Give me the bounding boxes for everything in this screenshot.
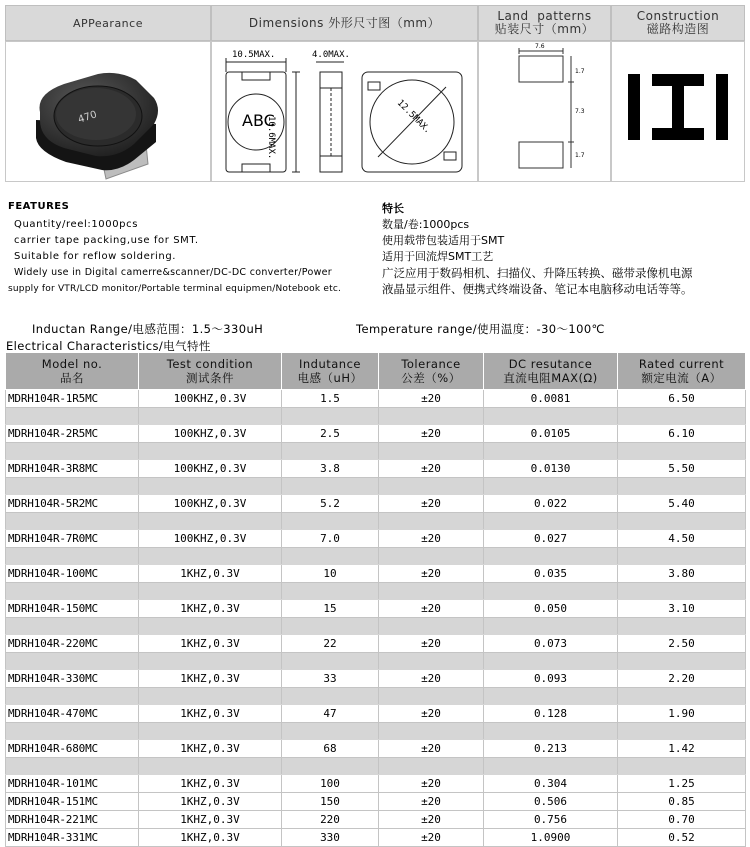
header-dimensions — [211, 5, 478, 41]
dc-resistance-cell: 0.093 — [484, 670, 618, 688]
table-row — [6, 740, 746, 758]
dc-resistance-cell: 0.035 — [484, 565, 618, 583]
header-appearance-label: APPearance — [73, 16, 143, 30]
spacer-cell — [379, 443, 484, 460]
test-condition-cell: 1KHZ,0.3V — [139, 829, 282, 847]
table-row — [6, 635, 746, 653]
model-cell: MDRH104R-101MC — [6, 775, 139, 793]
spacer-cell — [282, 513, 379, 530]
photo-part-marking: 470 — [76, 109, 99, 126]
test-condition-cell: 100KHZ,0.3V — [139, 425, 282, 443]
feature-line-2: carrier tape packing,use for SMT. — [14, 235, 199, 246]
model-cell: MDRH104R-7R0MC — [6, 530, 139, 548]
inductance-cell: 15 — [282, 600, 379, 618]
spacer-cell — [139, 583, 282, 600]
spacer-cell — [484, 688, 618, 705]
spacer-cell — [618, 583, 746, 600]
spec-image-row — [5, 41, 745, 182]
land-pattern-drawing — [479, 42, 612, 183]
dimensions-cell — [211, 41, 478, 182]
test-condition-cell: 100KHZ,0.3V — [139, 530, 282, 548]
col-model-en: Model no. — [41, 357, 103, 371]
land-pad2-label: 1.7 — [575, 152, 585, 159]
model-cell: MDRH104R-151MC — [6, 793, 139, 811]
col-rated-current — [618, 353, 746, 390]
table-spacer-row — [6, 513, 746, 530]
inductor-photo — [6, 42, 212, 183]
dc-resistance-cell: 0.213 — [484, 740, 618, 758]
rated-current-cell: 1.42 — [618, 740, 746, 758]
model-cell: MDRH104R-150MC — [6, 600, 139, 618]
tolerance-cell: ±20 — [379, 793, 484, 811]
table-spacer-row — [6, 443, 746, 460]
spacer-cell — [6, 723, 139, 740]
model-cell: MDRH104R-100MC — [6, 565, 139, 583]
test-condition-cell: 1KHZ,0.3V — [139, 635, 282, 653]
inductance-cell: 47 — [282, 705, 379, 723]
inductance-cell: 1.5 — [282, 390, 379, 408]
table-spacer-row — [6, 548, 746, 565]
spacer-cell — [6, 443, 139, 460]
table-spacer-row — [6, 583, 746, 600]
spacer-cell — [484, 478, 618, 495]
spacer-cell — [139, 548, 282, 565]
spacer-cell — [282, 723, 379, 740]
inductance-range: Inductan Range/电感范围：1.5～330uH — [32, 322, 264, 336]
inductance-cell: 5.2 — [282, 495, 379, 513]
feature-line-5: supply for VTR/LCD monitor/Portable terminal equipmen/Notebook etc. — [8, 284, 342, 294]
dc-resistance-cell: 0.027 — [484, 530, 618, 548]
tolerance-cell: ±20 — [379, 775, 484, 793]
spacer-cell — [618, 653, 746, 670]
spacer-cell — [618, 478, 746, 495]
tolerance-cell: ±20 — [379, 670, 484, 688]
inductance-cell: 33 — [282, 670, 379, 688]
spacer-cell — [139, 478, 282, 495]
col-ind-en: Indutance — [298, 357, 361, 371]
col-tol-cn: 公差（%） — [401, 371, 461, 385]
tolerance-cell: ±20 — [379, 705, 484, 723]
inductance-cell: 330 — [282, 829, 379, 847]
tolerance-cell: ±20 — [379, 565, 484, 583]
dc-resistance-cell: 0.050 — [484, 600, 618, 618]
features-cn-title: 特长 — [382, 202, 404, 215]
col-test-en: Test condition — [166, 357, 254, 371]
test-condition-cell: 100KHZ,0.3V — [139, 390, 282, 408]
model-cell: MDRH104R-1R5MC — [6, 390, 139, 408]
model-cell: MDRH104R-3R8MC — [6, 460, 139, 478]
table-spacer-row — [6, 688, 746, 705]
spacer-cell — [6, 408, 139, 425]
model-cell: MDRH104R-470MC — [6, 705, 139, 723]
appearance-cell — [5, 41, 211, 182]
model-cell: MDRH104R-5R2MC — [6, 495, 139, 513]
spacer-cell — [282, 548, 379, 565]
header-dimensions-label: Dimensions 外形尺寸图（mm） — [248, 15, 441, 30]
table-row — [6, 670, 746, 688]
feature-line-3: Suitable for reflow soldering. — [14, 251, 177, 262]
spec-header-row — [5, 5, 745, 41]
header-land-cn: 贴装尺寸（mm） — [494, 22, 595, 36]
spacer-cell — [379, 408, 484, 425]
spacer-cell — [379, 548, 484, 565]
rated-current-cell: 0.70 — [618, 811, 746, 829]
spacer-cell — [139, 688, 282, 705]
spacer-cell — [484, 618, 618, 635]
dim-diameter-label: 12.5MAX. — [394, 98, 433, 136]
electrical-title: Electrical Characteristics/电气特性 — [6, 339, 211, 353]
spacer-cell — [484, 758, 618, 775]
dim-thickness-label: 4.0MAX. — [312, 50, 350, 60]
tolerance-cell: ±20 — [379, 460, 484, 478]
col-inductance — [282, 353, 379, 390]
spacer-cell — [6, 548, 139, 565]
construction-cell — [611, 41, 745, 182]
spacer-cell — [282, 618, 379, 635]
feature-cn-line-5: 液晶显示组件、便携式终端设备、笔记本电脑移动电话等等。 — [382, 282, 693, 296]
spacer-cell — [484, 548, 618, 565]
rated-current-cell: 0.52 — [618, 829, 746, 847]
col-cur-cn: 额定电流（A） — [641, 371, 722, 385]
land-pad1-label: 1.7 — [575, 68, 585, 75]
spacer-cell — [139, 408, 282, 425]
tolerance-cell: ±20 — [379, 635, 484, 653]
table-row — [6, 530, 746, 548]
rated-current-cell: 4.50 — [618, 530, 746, 548]
col-dcr-cn: 直流电阻MAX(Ω) — [503, 371, 598, 385]
rated-current-cell: 6.50 — [618, 390, 746, 408]
table-spacer-row — [6, 408, 746, 425]
col-dc-resistance — [484, 353, 618, 390]
dim-marking-label: ABC — [242, 111, 275, 130]
table-row — [6, 811, 746, 829]
table-row — [6, 495, 746, 513]
spacer-cell — [139, 513, 282, 530]
rated-current-cell: 3.10 — [618, 600, 746, 618]
spacer-cell — [6, 758, 139, 775]
spacer-cell — [6, 513, 139, 530]
table-spacer-row — [6, 723, 746, 740]
features-title: FEATURES — [8, 201, 70, 212]
inductance-cell: 10 — [282, 565, 379, 583]
table-body — [6, 390, 746, 847]
spacer-cell — [618, 723, 746, 740]
rated-current-cell: 5.50 — [618, 460, 746, 478]
dc-resistance-cell: 0.128 — [484, 705, 618, 723]
header-land-patterns — [478, 5, 611, 41]
spacer-cell — [139, 758, 282, 775]
spacer-cell — [139, 618, 282, 635]
tolerance-cell: ±20 — [379, 740, 484, 758]
electrical-characteristics-table — [5, 352, 746, 847]
inductance-cell: 68 — [282, 740, 379, 758]
col-dcr-en: DC resutance — [508, 357, 593, 371]
dc-resistance-cell: 0.304 — [484, 775, 618, 793]
spacer-cell — [618, 513, 746, 530]
table-spacer-row — [6, 653, 746, 670]
spacer-cell — [484, 723, 618, 740]
inductance-cell: 150 — [282, 793, 379, 811]
col-test-condition — [139, 353, 282, 390]
dc-resistance-cell: 0.506 — [484, 793, 618, 811]
col-model — [6, 353, 139, 390]
test-condition-cell: 100KHZ,0.3V — [139, 460, 282, 478]
feature-cn-line-4: 广泛应用于数码相机、扫描仪、升降压转换、磁带录像机电源 — [382, 266, 693, 280]
spacer-cell — [282, 653, 379, 670]
test-condition-cell: 1KHZ,0.3V — [139, 705, 282, 723]
spacer-cell — [379, 478, 484, 495]
inductance-cell: 2.5 — [282, 425, 379, 443]
inductance-cell: 220 — [282, 811, 379, 829]
land-pattern-cell — [478, 41, 611, 182]
spacer-cell — [282, 478, 379, 495]
inductance-cell: 22 — [282, 635, 379, 653]
test-condition-cell: 1KHZ,0.3V — [139, 740, 282, 758]
spacer-cell — [282, 688, 379, 705]
rated-current-cell: 2.50 — [618, 635, 746, 653]
feature-line-1: Quantity/reel:1000pcs — [14, 219, 139, 230]
spacer-cell — [6, 653, 139, 670]
feature-cn-line-2: 使用载带包装适用于SMT — [382, 234, 505, 247]
temperature-range: Temperature range/使用温度：-30～100℃ — [356, 322, 605, 336]
table-spacer-row — [6, 618, 746, 635]
inductance-cell: 100 — [282, 775, 379, 793]
spacer-cell — [379, 758, 484, 775]
model-cell: MDRH104R-220MC — [6, 635, 139, 653]
spacer-cell — [484, 653, 618, 670]
model-cell: MDRH104R-2R5MC — [6, 425, 139, 443]
col-ind-cn: 电感（uH） — [297, 371, 363, 385]
test-condition-cell: 1KHZ,0.3V — [139, 670, 282, 688]
table-row — [6, 460, 746, 478]
table-header-row — [6, 353, 746, 390]
tolerance-cell: ±20 — [379, 390, 484, 408]
spacer-cell — [618, 548, 746, 565]
test-condition-cell: 1KHZ,0.3V — [139, 793, 282, 811]
spacer-cell — [6, 478, 139, 495]
tolerance-cell: ±20 — [379, 829, 484, 847]
tolerance-cell: ±20 — [379, 425, 484, 443]
table-spacer-row — [6, 758, 746, 775]
spacer-cell — [379, 618, 484, 635]
features-list — [8, 217, 341, 297]
col-test-cn: 测试条件 — [186, 371, 234, 385]
spacer-cell — [282, 583, 379, 600]
dim-height-label: 10.6MAX. — [266, 116, 276, 160]
spacer-cell — [379, 688, 484, 705]
tolerance-cell: ±20 — [379, 600, 484, 618]
rated-current-cell: 6.10 — [618, 425, 746, 443]
spacer-cell — [6, 688, 139, 705]
table-row — [6, 425, 746, 443]
tolerance-cell: ±20 — [379, 495, 484, 513]
spacer-cell — [618, 618, 746, 635]
col-tolerance — [379, 353, 484, 390]
col-tol-en: Tolerance — [401, 357, 461, 371]
model-cell: MDRH104R-331MC — [6, 829, 139, 847]
table-spacer-row — [6, 478, 746, 495]
land-width-label: 7.6 — [535, 43, 545, 50]
spacer-cell — [618, 688, 746, 705]
table-row — [6, 390, 746, 408]
table-row — [6, 600, 746, 618]
spacer-cell — [139, 653, 282, 670]
dc-resistance-cell: 1.0900 — [484, 829, 618, 847]
rated-current-cell: 1.90 — [618, 705, 746, 723]
model-cell: MDRH104R-221MC — [6, 811, 139, 829]
rated-current-cell: 5.40 — [618, 495, 746, 513]
inductance-cell: 7.0 — [282, 530, 379, 548]
test-condition-cell: 100KHZ,0.3V — [139, 495, 282, 513]
spacer-cell — [379, 583, 484, 600]
table-row — [6, 775, 746, 793]
feature-line-4: Widely use in Digital camerre&scanner/DC-DC converter/Power — [14, 267, 333, 278]
table-row — [6, 793, 746, 811]
rated-current-cell: 0.85 — [618, 793, 746, 811]
rated-current-cell: 1.25 — [618, 775, 746, 793]
spacer-cell — [379, 723, 484, 740]
model-cell: MDRH104R-680MC — [6, 740, 139, 758]
test-condition-cell: 1KHZ,0.3V — [139, 811, 282, 829]
spacer-cell — [618, 408, 746, 425]
feature-cn-line-1: 数量/卷:1000pcs — [382, 218, 470, 231]
spacer-cell — [379, 653, 484, 670]
spacer-cell — [484, 443, 618, 460]
header-land-en: Land patterns — [497, 9, 592, 23]
spacer-cell — [484, 513, 618, 530]
table-row — [6, 829, 746, 847]
feature-cn-line-3: 适用于回流焊SMT工艺 — [382, 250, 494, 263]
dc-resistance-cell: 0.0130 — [484, 460, 618, 478]
test-condition-cell: 1KHZ,0.3V — [139, 565, 282, 583]
spacer-cell — [484, 408, 618, 425]
features-cn-list — [382, 217, 693, 297]
dc-resistance-cell: 0.073 — [484, 635, 618, 653]
land-mid-label: 7.3 — [575, 108, 585, 115]
test-condition-cell: 1KHZ,0.3V — [139, 775, 282, 793]
table-row — [6, 705, 746, 723]
magnetic-path-diagram — [612, 42, 746, 183]
header-construction-cn: 磁路构造图 — [646, 22, 710, 36]
col-cur-en: Rated current — [638, 357, 725, 371]
header-construction — [611, 5, 745, 41]
dc-resistance-cell: 0.756 — [484, 811, 618, 829]
header-appearance — [5, 5, 211, 41]
spacer-cell — [379, 513, 484, 530]
rated-current-cell: 2.20 — [618, 670, 746, 688]
model-cell: MDRH104R-330MC — [6, 670, 139, 688]
spacer-cell — [618, 443, 746, 460]
tolerance-cell: ±20 — [379, 530, 484, 548]
inductance-cell: 3.8 — [282, 460, 379, 478]
dim-width-label: 10.5MAX. — [232, 50, 276, 60]
spacer-cell — [6, 583, 139, 600]
spacer-cell — [484, 583, 618, 600]
spacer-cell — [282, 758, 379, 775]
spacer-cell — [6, 618, 139, 635]
header-construction-en: Construction — [636, 9, 720, 23]
spacer-cell — [282, 408, 379, 425]
spacer-cell — [139, 723, 282, 740]
dc-resistance-cell: 0.0105 — [484, 425, 618, 443]
spacer-cell — [282, 443, 379, 460]
test-condition-cell: 1KHZ,0.3V — [139, 600, 282, 618]
tolerance-cell: ±20 — [379, 811, 484, 829]
spacer-cell — [139, 443, 282, 460]
col-model-cn: 品名 — [60, 371, 84, 385]
rated-current-cell: 3.80 — [618, 565, 746, 583]
spacer-cell — [618, 758, 746, 775]
dc-resistance-cell: 0.0081 — [484, 390, 618, 408]
dc-resistance-cell: 0.022 — [484, 495, 618, 513]
table-row — [6, 565, 746, 583]
